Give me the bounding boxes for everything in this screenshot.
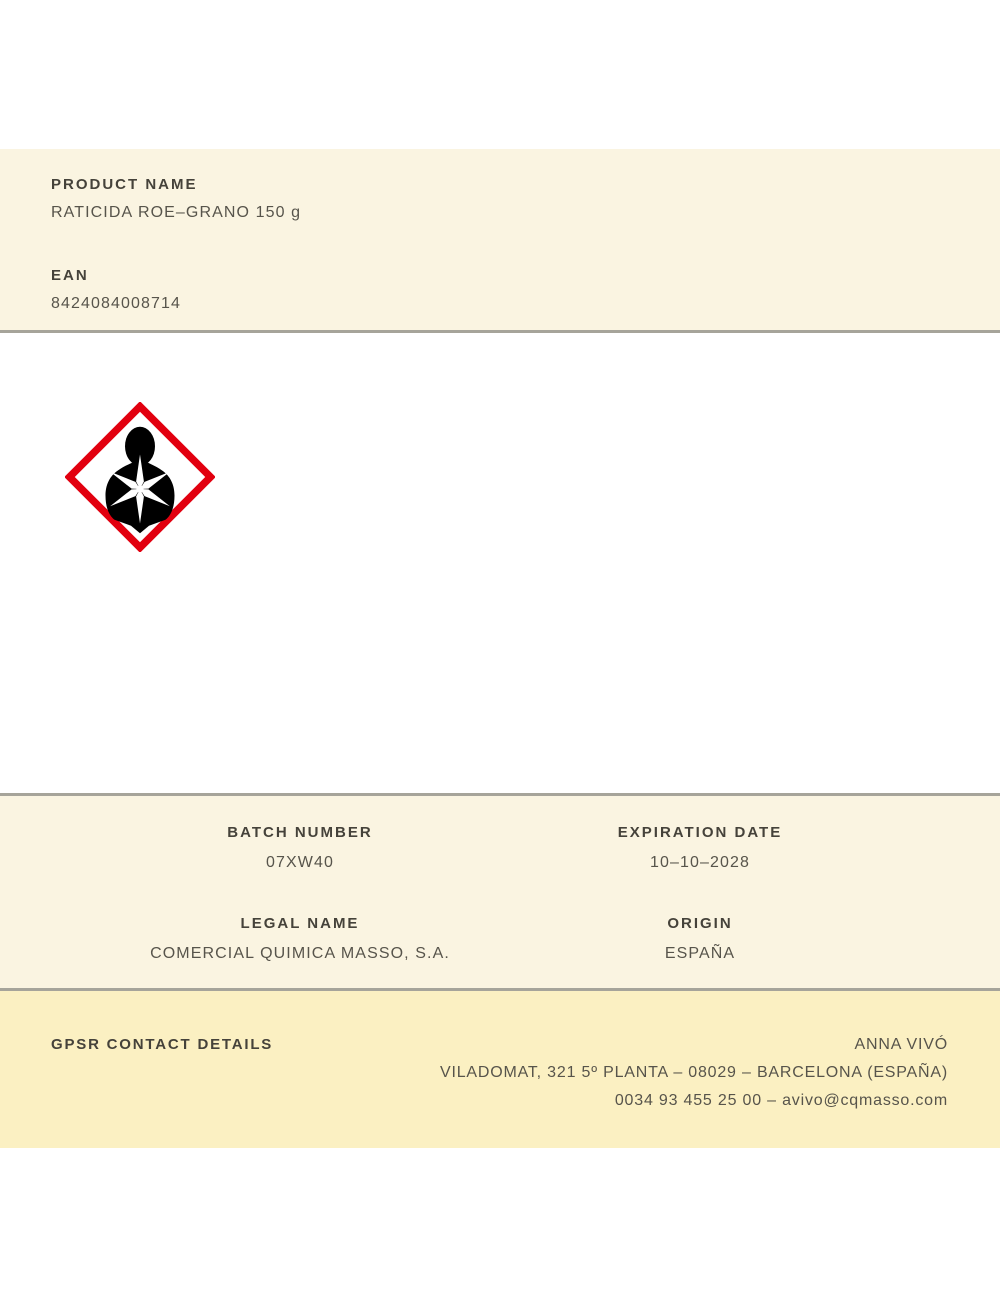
product-name-field: [51, 177, 949, 222]
expiration-date-label: EXPIRATION DATE: [617, 824, 783, 841]
origin-value: ESPAÑA: [664, 945, 736, 962]
gpsr-contact-name: ANNA VIVÓ: [854, 1036, 948, 1053]
batch-info-section: [0, 793, 1000, 991]
expiration-date-value: 10–10–2028: [650, 854, 750, 871]
batch-grid: [100, 825, 900, 963]
legal-name-field: [100, 916, 500, 963]
ghs08-health-hazard-icon: [65, 402, 215, 552]
batch-number-value: 07XW40: [266, 854, 334, 871]
product-name-value: RATICIDA ROE–GRANO 150 g: [51, 204, 302, 221]
legal-name-value: COMERCIAL QUIMICA MASSO, S.A.: [150, 945, 450, 962]
origin-label: ORIGIN: [667, 915, 733, 932]
legal-name-label: LEGAL NAME: [240, 915, 360, 932]
gpsr-contact-address: VILADOMAT, 321 5º PLANTA – 08029 – BARCELONA (ESPAÑA): [439, 1064, 948, 1081]
ean-label: EAN: [51, 267, 89, 284]
ean-value: 8424084008714: [51, 295, 181, 312]
product-name-label: PRODUCT NAME: [51, 176, 198, 193]
gpsr-contact-block: [273, 1031, 948, 1115]
gpsr-contact-section: [0, 991, 1000, 1148]
batch-number-label: BATCH NUMBER: [227, 824, 373, 841]
ean-field: [51, 268, 949, 313]
gpsr-heading: GPSR CONTACT DETAILS: [51, 1036, 274, 1053]
product-info-section: [0, 149, 1000, 333]
gpsr-contact-phone-email: 0034 93 455 25 00 – avivo@cqmasso.com: [614, 1092, 948, 1109]
batch-number-field: [100, 825, 500, 872]
origin-field: [500, 916, 900, 963]
expiration-date-field: [500, 825, 900, 872]
